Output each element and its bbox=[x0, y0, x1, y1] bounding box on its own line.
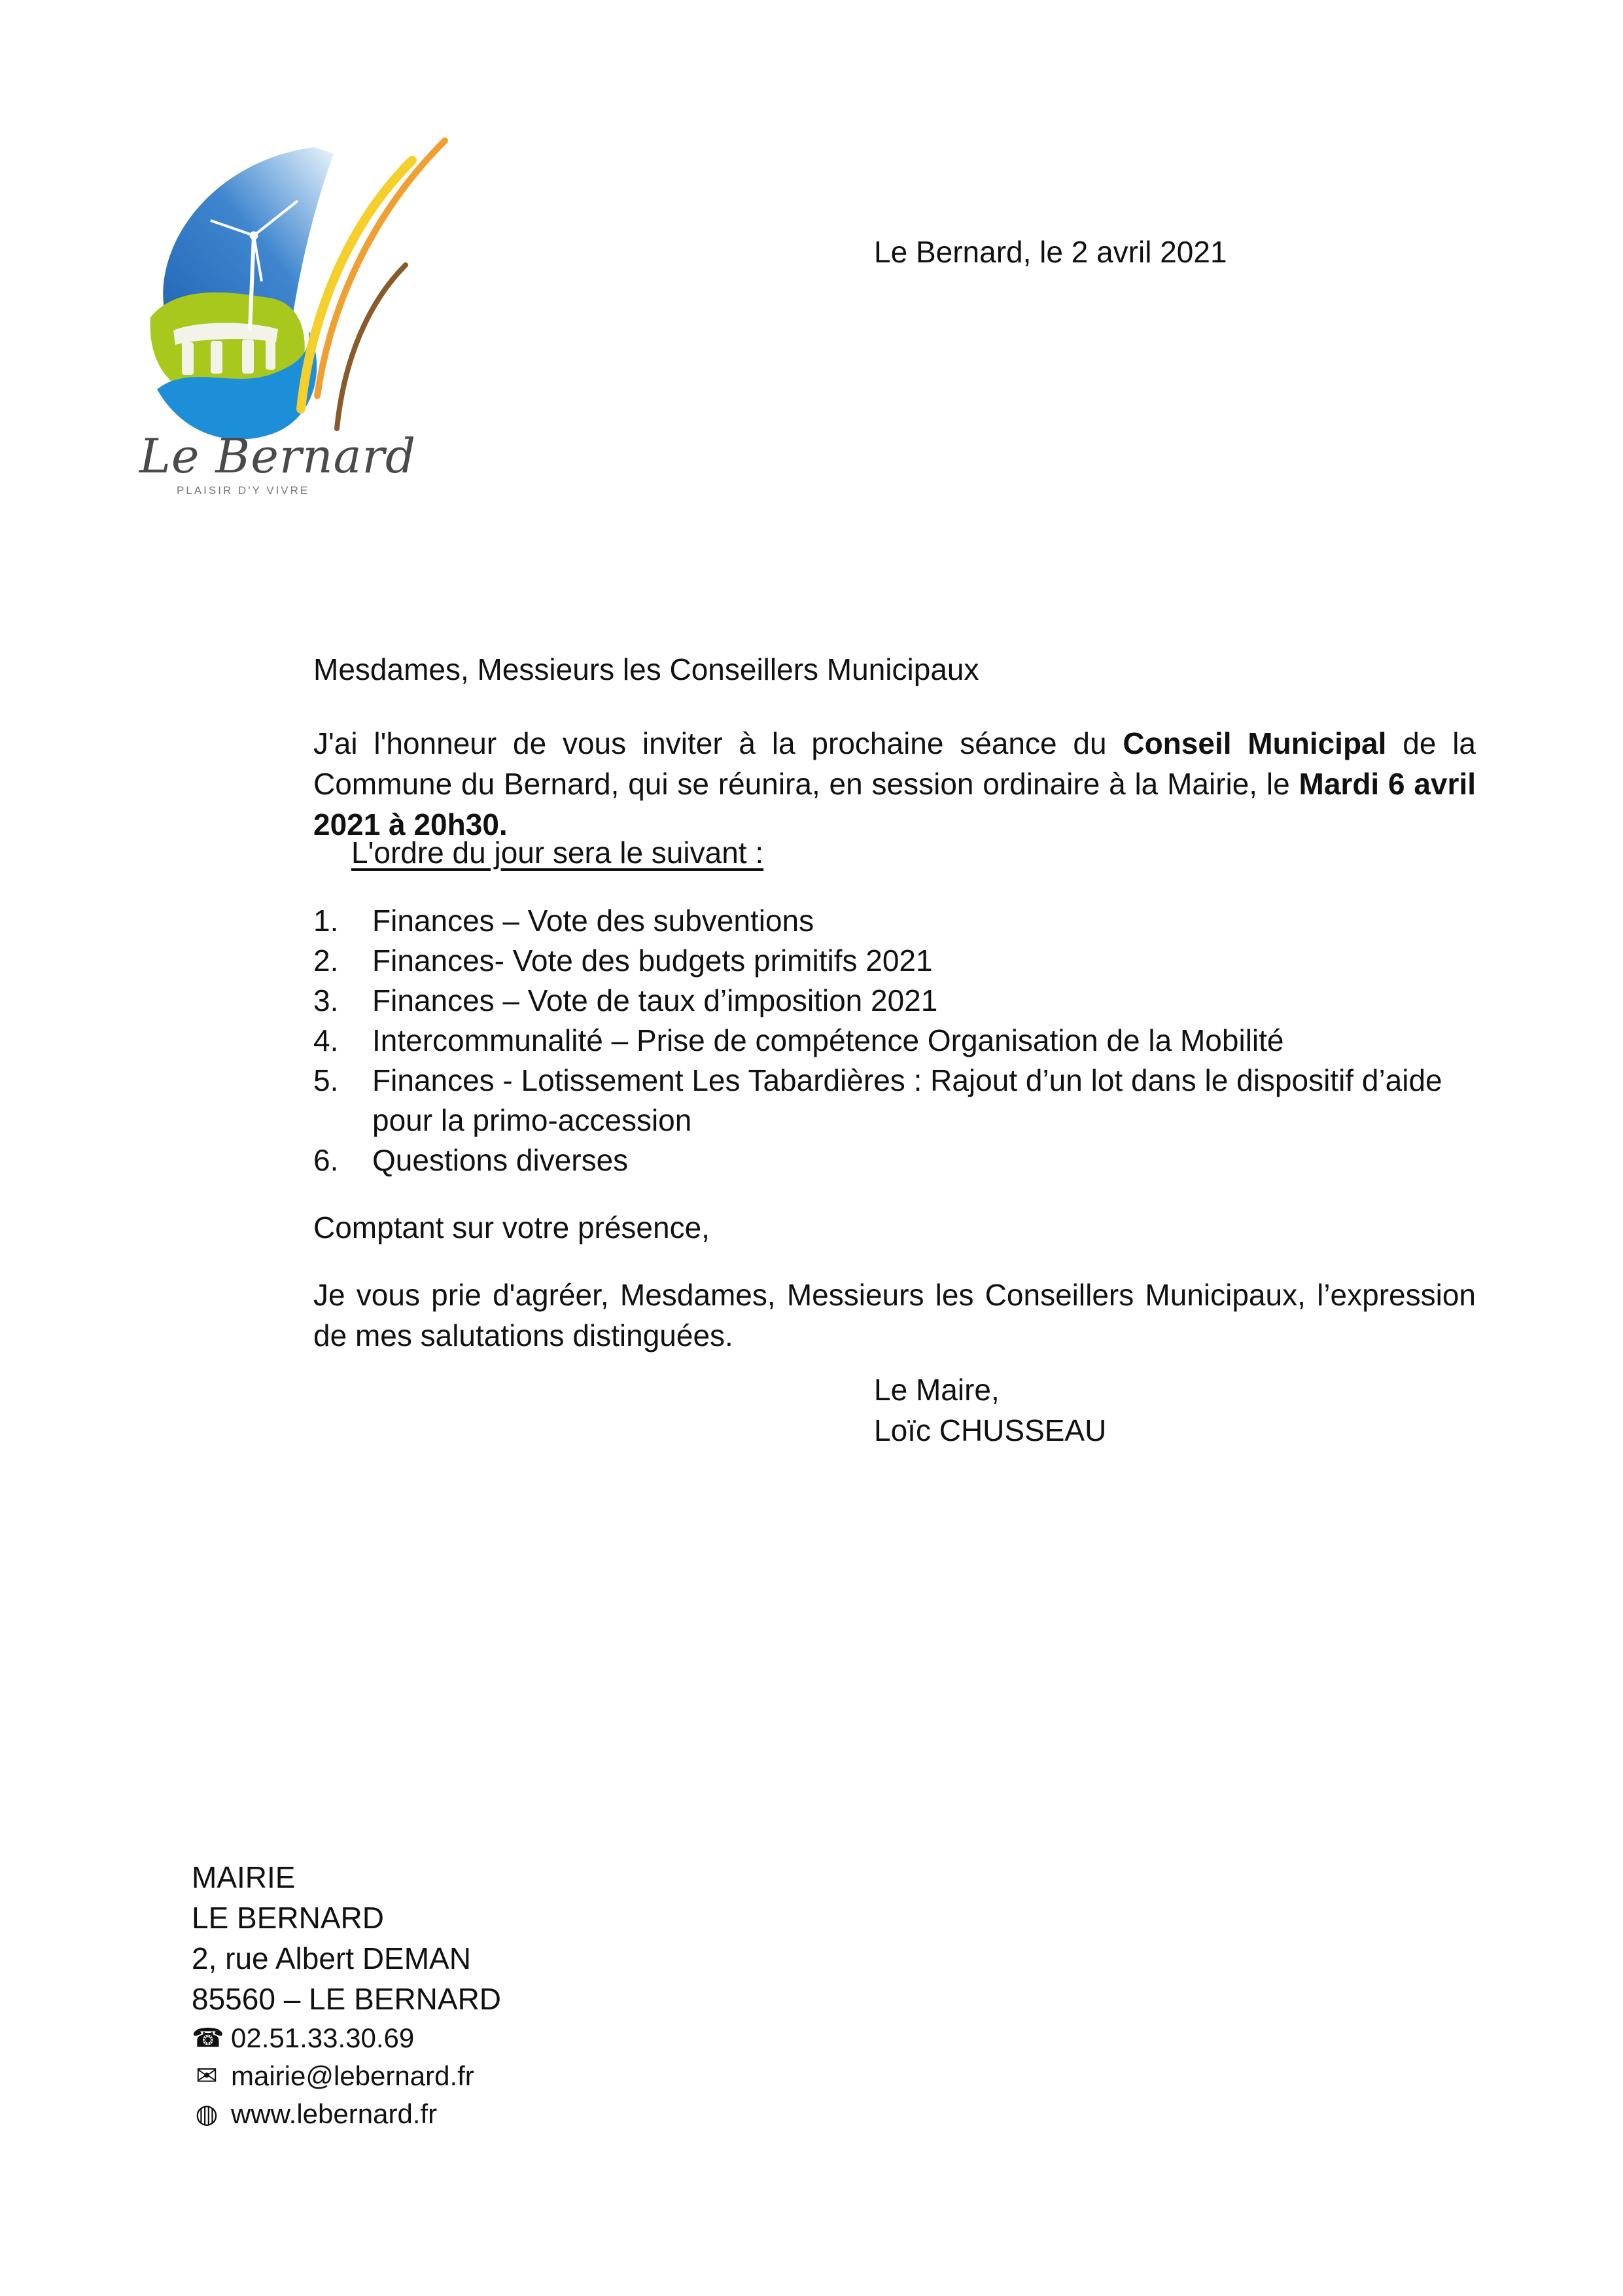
regards-paragraph: Je vous prie d'agréer, Mesdames, Messieurs les Conseillers Municipaux, l’expression de mes salutations distinguées. bbox=[313, 1278, 1476, 1352]
agenda-item-number: 1. bbox=[313, 904, 339, 938]
agenda-list bbox=[313, 901, 1476, 1180]
invitation-text: J'ai l'honneur de vous inviter à la prochaine séance du bbox=[313, 726, 1123, 760]
agenda-item-number: 6. bbox=[313, 1143, 339, 1177]
phone-number: 02.51.33.30.69 bbox=[231, 2022, 415, 2053]
signature-name: Loïc CHUSSEAU bbox=[874, 1413, 1107, 1447]
agenda-item bbox=[313, 901, 1476, 941]
agenda-item-text: Finances - Lotissement Les Tabardières : Rajout d’un lot dans le dispositif d’aide pour la primo-accession bbox=[372, 1063, 1442, 1137]
logo-tagline: PLAISIR D'Y VIVRE bbox=[177, 484, 310, 497]
agenda-title: L'ordre du jour sera le suivant : bbox=[351, 836, 764, 870]
footer-mairie: MAIRIE bbox=[192, 1860, 296, 1894]
envelope-icon: ✉ bbox=[196, 2062, 218, 2091]
invitation-paragraph bbox=[313, 723, 1476, 845]
footer-website bbox=[192, 2095, 501, 2133]
agenda-item-text: Questions diverses bbox=[372, 1143, 629, 1177]
logo-wordmark: Le Bernard bbox=[139, 429, 417, 484]
website-link[interactable]: www.lebernard.fr bbox=[231, 2098, 438, 2129]
signature-block bbox=[874, 1369, 1106, 1451]
agenda-item-text: Finances – Vote des subventions bbox=[372, 904, 814, 938]
agenda-item-text: Finances – Vote de taux d’imposition 2021 bbox=[372, 983, 938, 1017]
agenda-item bbox=[313, 1021, 1476, 1061]
footer-street: 2, rue Albert DEMAN bbox=[192, 1941, 471, 1975]
salutation: Mesdames, Messieurs les Conseillers Municipaux bbox=[313, 652, 979, 686]
phone-icon: ☎ bbox=[192, 2024, 224, 2053]
agenda-item bbox=[313, 1140, 1476, 1180]
footer-email bbox=[192, 2057, 501, 2095]
footer-address-block bbox=[192, 1857, 501, 2133]
agenda-item bbox=[313, 941, 1476, 981]
globe-icon: ◍ bbox=[195, 2100, 218, 2128]
agenda-item bbox=[313, 1061, 1476, 1140]
footer-city: 85560 – LE BERNARD bbox=[192, 1982, 502, 2016]
invitation-text-continued: de la Commune du Bernard, qui se réunira, en session ordinaire à la Mairie, le bbox=[313, 726, 1476, 801]
signature-title: Le Maire, bbox=[874, 1373, 1000, 1407]
agenda-item-number: 4. bbox=[313, 1023, 339, 1057]
agenda-item-number: 3. bbox=[313, 983, 339, 1017]
email-address[interactable]: mairie@lebernard.fr bbox=[231, 2060, 474, 2091]
agenda-item-text: Finances- Vote des budgets primitifs 2021 bbox=[372, 944, 933, 978]
meeting-datetime: Mardi 6 avril 2021 à 20h30. bbox=[313, 767, 1476, 841]
agenda-item-number: 5. bbox=[313, 1063, 339, 1097]
footer-phone bbox=[192, 2019, 501, 2057]
agenda-item-text: Intercommunalité – Prise de compétence Organisation de la Mobilité bbox=[372, 1023, 1284, 1057]
closing-line: Comptant sur votre présence, bbox=[313, 1210, 710, 1245]
letter-date: Le Bernard, le 2 avril 2021 bbox=[874, 235, 1227, 269]
council-name: Conseil Municipal bbox=[1123, 726, 1387, 760]
footer-commune: LE BERNARD bbox=[192, 1901, 384, 1935]
agenda-item bbox=[313, 981, 1476, 1021]
agenda-item-number: 2. bbox=[313, 944, 339, 978]
